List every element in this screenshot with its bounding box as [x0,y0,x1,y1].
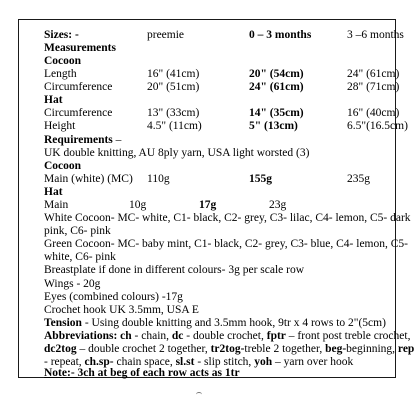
size-0-3-months: 0 – 3 months [249,29,312,41]
abbreviation-segment: beginning, [346,343,398,355]
tension-label: Tension [44,317,82,329]
hat-height-label: Height [44,120,76,132]
breastplate-requirement: Breastplate if done in different colours- 3g per scale row [44,264,305,276]
abbreviation-segment: Abbreviations: [44,330,118,342]
hat-main-3-6: 23g [269,199,287,211]
eyes-requirement: Eyes (combined colours) -17g [44,291,183,303]
hat-height-preemie: 4.5" (11cm) [147,120,202,132]
cocoon-length-3-6: 24" (61cm) [347,68,400,80]
tension-text: - Using double knitting and 3.5mm hook, 9tr x 4 rows to 2"(5cm) [81,317,386,329]
note-line [44,366,240,380]
cocoon-length-label: Length [44,68,77,80]
cocoon-circumference-label: Circumference [44,81,113,93]
hat-circumference-3-6: 16" (40cm) [347,107,400,119]
abbreviation-segment: yoh [254,356,273,368]
requirements-heading-line [44,133,121,147]
hat-main-label: Main [44,199,69,211]
cocoon-circumference-3-6: 28" (71cm) [347,81,400,93]
abbreviation-segment: chain space, [113,356,176,368]
abbreviations-line-2 [44,342,414,356]
size-3-6-months: 3 –6 months [347,29,404,41]
cocoon-heading: Cocoon [44,55,82,67]
requirements-dash: – [112,134,122,146]
abbreviation-segment: sl.st [175,356,195,368]
hat-main-0-3: 17g [199,199,217,211]
green-cocoon-colours-line-1: Green Cocoon- MC- baby mint, C1- black, C2- grey, C3- blue, C4- lemon, C5- [44,238,408,250]
hat-main-preemie: 10g [129,199,147,211]
abbreviation-segment: ch.sp- [84,356,114,368]
abbreviation-segment: - repeat, [44,356,85,368]
hat-height-3-6: 6.5"(16.5cm) [347,120,408,132]
abbreviation-segment: – front post treble crochet, [285,330,411,342]
hat-circumference-preemie: 13" (33cm) [147,107,200,119]
abbreviation-segment: dc2tog [44,343,77,355]
hat-heading: Hat [44,94,63,106]
abbreviation-segment: – yarn over hook [272,356,354,368]
page-mark [196,392,202,397]
cocoon-main-3-6: 235g [347,173,370,185]
hat-circumference-label: Circumference [44,107,113,119]
size-preemie: preemie [147,29,185,41]
white-cocoon-colours-line-1: White Cocoon- MC- white, C1- black, C2- grey, C3- lilac, C4- lemon, C5- dark [44,212,411,224]
abbreviation-segment: – double crochet 2 together, [76,343,211,355]
sizes-label: Sizes: - [44,29,79,41]
cocoon-length-0-3: 20" (54cm) [249,68,304,80]
hat-circumference-0-3: 14" (35cm) [249,107,304,119]
abbreviation-segment: - slip stitch, [194,356,255,368]
abbreviation-segment: - double crochet, [183,330,267,342]
requirements-hat-heading: Hat [44,186,63,198]
requirements-heading: Requirements [44,134,113,146]
abbreviation-segment: treble 2 together, [244,343,326,355]
requirements-cocoon-heading: Cocoon [44,160,82,172]
cocoon-main-0-3: 155g [249,173,272,185]
abbreviation-segment: rep [397,343,415,355]
hat-height-0-3: 5" (13cm) [249,120,298,132]
abbreviations-line-1 [44,329,410,343]
abbreviation-segment: tr2tog- [210,343,245,355]
measurements-heading: Measurements [44,42,116,54]
abbreviation-segment: - chain, [131,330,172,342]
note-label: Note:- [44,367,78,379]
abbreviation-segment: dc [171,330,184,342]
abbreviation-segment: ch [120,330,132,342]
cocoon-main-label: Main (white) (MC) [44,173,133,185]
crochet-hook-requirement: Crochet hook UK 3.5mm, USA E [44,304,199,316]
tension-line [44,316,386,330]
pattern-info-box [18,19,415,379]
cocoon-main-preemie: 110g [147,173,170,185]
white-cocoon-colours-line-2: pink, C6- pink [44,225,111,237]
cocoon-circumference-0-3: 24" (61cm) [249,81,304,93]
green-cocoon-colours-line-2: white, C6- pink [44,251,116,263]
wings-requirement: Wings - 20g [44,278,101,290]
abbreviation-segment: fptr [266,330,286,342]
note-text: 3ch at beg of each row acts as 1tr [77,367,240,379]
abbreviation-segment: beg- [325,343,347,355]
cocoon-circumference-preemie: 20" (51cm) [147,81,200,93]
yarn-requirement: UK double knitting, AU 8ply yarn, USA light worsted (3) [44,147,310,159]
cocoon-length-preemie: 16" (41cm) [147,68,200,80]
